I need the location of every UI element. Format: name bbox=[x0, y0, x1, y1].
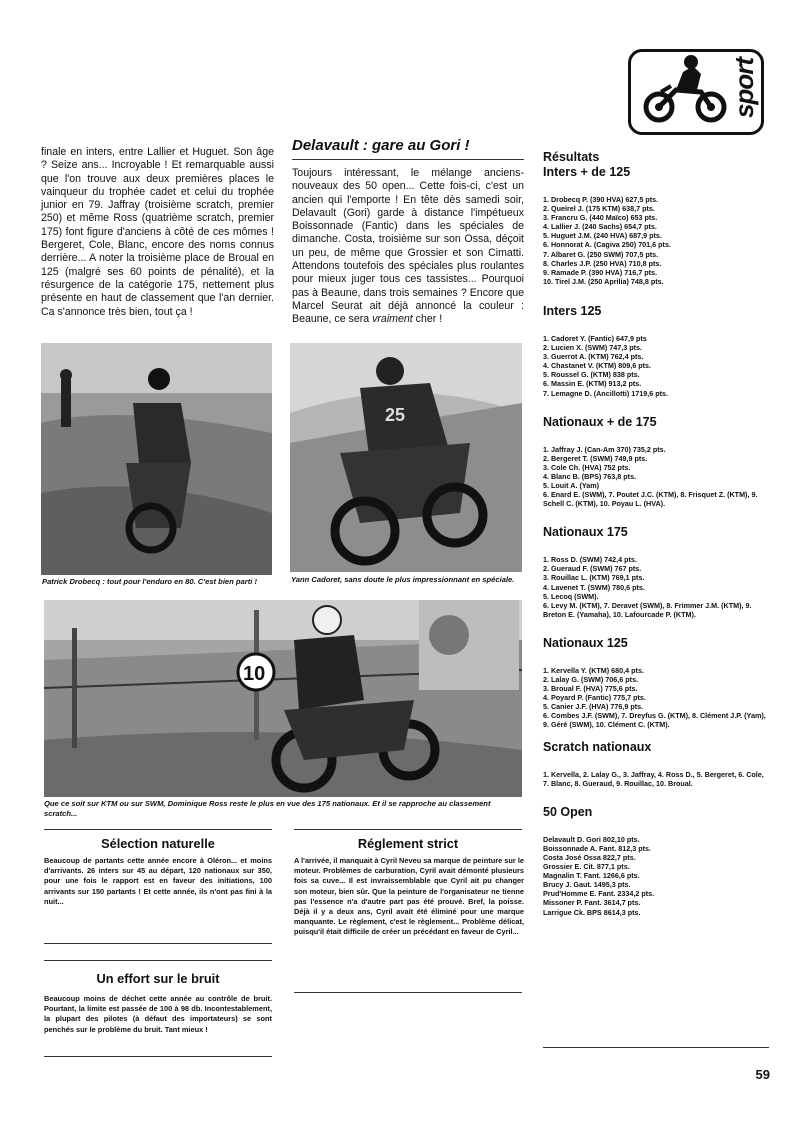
list-item: 1. Kervella Y. (KTM) 680,4 pts. bbox=[543, 665, 644, 675]
list-item: 2. Bergeret T. (SWM) 749,9 pts. bbox=[543, 453, 648, 463]
list-item: 6. Massin E. (KTM) 913,2 pts. bbox=[543, 379, 642, 389]
selection-title: Sélection naturelle bbox=[101, 836, 215, 851]
list-item: Grossier E. Cit. 877,1 pts. bbox=[543, 862, 630, 872]
reglement-bottom-rule bbox=[294, 992, 522, 993]
results-inters-plus-125-list bbox=[543, 195, 769, 286]
delavault-text-end: cher ! bbox=[412, 313, 443, 326]
results-scratch-text bbox=[543, 770, 769, 788]
delavault-title: Delavault : gare au Gori ! bbox=[292, 137, 470, 154]
results-column bbox=[543, 150, 769, 917]
list-item: 1. Ross D. (SWM) 742,4 pts. bbox=[543, 555, 637, 565]
list-item: 1. Jaffray J. (Can-Am 370) 735,2 pts. bbox=[543, 444, 666, 454]
results-50-open-list bbox=[543, 835, 769, 917]
list-item: 5. Canier J.F. (HVA) 776,9 pts. bbox=[543, 702, 644, 712]
list-item: 1. Cadoret Y. (Fantic) 647,9 pts bbox=[543, 333, 647, 343]
list-item: Larrigue Ck. BPS 8614,3 pts. bbox=[543, 907, 641, 917]
list-item: 1. Drobecq P. (390 HVA) 627,5 pts. bbox=[543, 195, 659, 204]
list-item: Missoner P. Fant. 3614,7 pts. bbox=[543, 898, 641, 908]
intro-column-text: finale en inters, entre Lallier et Huguet. Son âge ? Seize ans... Incroyable ! Et remarquable aussi que l'on trouve aux deux premières places le vainqueur du trophée cadet et celui du trophée junior en 79. Jaffray (troisième scratch, premier 250) et même Ross (quatrième scratch, premier 175) font figure d'anciens à côté de ces mômes ! Bergeret, Cole, Blanc, encore des noms connus derrière... A noter la troisième place de Broual en 125 (malgré ses 60 points de pénalité), et la résurgence de la catégorie 175, nettement plus présente en haut de classement que l'an dernier. Ca s'annonce très bien, tout ça ! bbox=[41, 146, 274, 318]
sport-logo bbox=[628, 49, 764, 135]
list-item: 3. Cole Ch. (HVA) 752 pts. bbox=[543, 462, 631, 472]
list-item: 6. Enard E. (SWM), 7. Poutet J.C. (KTM), 8. Frisquet Z. (KTM), 9. Schell C. (KTM), 10. Poyau L. (HVA). bbox=[543, 490, 758, 509]
results-50-open-title: 50 Open bbox=[543, 804, 593, 819]
list-item: 6. Levy M. (KTM), 7. Deravet (SWM), 8. Frimmer J.M. (KTM), 9. Breton E. (Yamaha), 10. Lafourcade P. (KTM). bbox=[543, 600, 752, 619]
photo-ross bbox=[44, 600, 522, 797]
list-item: 4. Lallier J. (240 Sachs) 654,7 pts. bbox=[543, 222, 657, 232]
results-scratch-title: Scratch nationaux bbox=[543, 739, 652, 754]
list-item: 2. Queirel J. (175 KTM) 638,7 pts. bbox=[543, 204, 655, 214]
list-item: Delavault D. Gori 802,10 pts. bbox=[543, 834, 640, 844]
list-item: 5. Huguet J.M. (240 HVA) 687,9 pts. bbox=[543, 231, 662, 241]
list-item: 5. Lecoq (SWM). bbox=[543, 591, 599, 601]
caption-drobecq: Patrick Drobecq : tout pour l'enduro en 80. C'est bien parti ! bbox=[42, 577, 257, 586]
selection-bottom-rule bbox=[44, 943, 272, 944]
selection-top-rule bbox=[44, 829, 272, 830]
results-nationaux-125-title: Nationaux 125 bbox=[543, 635, 628, 650]
reglement-text: A l'arrivée, il manquait à Cyril Neveu sa marque de peinture sur le moteur. Problèmes de carburation, Cyril avait démonté plusieurs fois sa cuve... Il est invraissemblable que Cyril ait pu changer son moteur, bien sûr. Que la peinture de l'organisateur ne tienne pas l'essence n'a d'autre part pas été prouvé. Bref, la poisse. Déjà il y a deux ans, Cyril avait été éliminé pour une marque manquante. Le règlement, c'est le règlement... Problème délicat, puisqu'il était difficile de créer un précédant en faveur de Cyril... bbox=[294, 856, 524, 937]
list-item: 3. Broual F. (HVA) 775,6 pts. bbox=[543, 684, 638, 694]
delavault-text bbox=[292, 167, 524, 327]
photo-cadoret-number: 25 bbox=[385, 405, 406, 425]
caption-cadoret: Yann Cadoret, sans doute le plus impressionnant en spéciale. bbox=[291, 575, 515, 584]
list-item: Costa José Ossa 822,7 pts. bbox=[543, 852, 636, 862]
bruit-bottom-rule bbox=[44, 1056, 272, 1057]
list-item: 9. Ramade P. (390 HVA) 716,7 pts. bbox=[543, 267, 657, 277]
delavault-text-body: Toujours intéressant, le mélange anciens-nouveaux des 50 open... Cette fois-ci, c'est un ancien qui l'emporte ! En tête dès samedi soir, Delavault (Gori) garde à distance l'impétueux Boissonnade (Fantic) dans les spéciales de dimanche. Costa, troisième sur son Ossa, déçoit un peu, de même que Grossier et son Cimatti. Attendons toutefois des spéciales plus roulantes pour mieux juger tous ces tassistes... Pourquoi pas à Beaune, dans trois semaines ? Encore que Marcel Seurat ait déjà annoncé la couleur : Beaune, ce sera bbox=[292, 167, 524, 326]
page-number: 59 bbox=[755, 1067, 770, 1082]
photo-drobecq bbox=[41, 343, 272, 575]
logo-text: sport bbox=[729, 58, 759, 118]
list-item: 1. Kervella, 2. Lalay G., 3. Jaffray, 4. Ross D., 5. Bergeret, 6. Cole, 7. Blanc, 8. Gueraud, 9. Rouillac, 10. Broual. bbox=[543, 769, 764, 788]
list-item: 7. Lemagne D. (Ancillotti) 1719,6 pts. bbox=[543, 388, 669, 398]
delavault-title-rule bbox=[292, 159, 524, 160]
list-item: 10. Tirel J.M. (250 Aprilia) 748,8 pts. bbox=[543, 276, 664, 286]
delavault-text-em: vraiment bbox=[372, 313, 413, 326]
results-nationaux-175-title: Nationaux 175 bbox=[543, 525, 628, 540]
reglement-top-rule bbox=[294, 829, 522, 830]
list-item: 2. Lucien X. (SWM) 747,3 pts. bbox=[543, 343, 643, 353]
list-item: 4. Blanc B. (BPS) 763,8 pts. bbox=[543, 471, 637, 481]
list-item: 3. Rouillac L. (KTM) 769,1 pts. bbox=[543, 573, 645, 583]
list-item: 3. Guerrot A. (KTM) 762,4 pts. bbox=[543, 352, 644, 362]
selection-text: Beaucoup de partants cette année encore à Oléron... et moins d'arrivants. 26 inters sur 45 au départ, 120 nationaux sur 350, pour une fois le rapport est en faveur des initiations, 100 arrivants sur 150 partants ! Et cette année, ils n'ont pas fini à la nuit... bbox=[44, 856, 272, 906]
results-main-title: Résultats bbox=[543, 150, 600, 164]
list-item: Boissonnade A. Fant. 812,3 pts. bbox=[543, 843, 651, 853]
photo-ross-number: 10 bbox=[243, 663, 266, 685]
list-item: 5. Roussel G. (KTM) 838 pts. bbox=[543, 370, 640, 380]
list-item: Prud'Homme E. Fant. 2334,2 pts. bbox=[543, 889, 655, 899]
list-item: Magnalin T. Fant. 1266,6 pts. bbox=[543, 871, 640, 881]
list-item: 8. Charles J.P. (250 HVA) 710,8 pts. bbox=[543, 258, 662, 268]
list-item: 2. Lalay G. (SWM) 706,6 pts. bbox=[543, 675, 639, 684]
results-inters-125-title: Inters 125 bbox=[543, 303, 602, 318]
list-item: 6. Honnorat A. (Cagiva 250) 701,6 pts. bbox=[543, 240, 671, 250]
results-inters-plus-125-title: Inters + de 125 bbox=[543, 165, 631, 179]
bruit-top-rule bbox=[44, 960, 272, 961]
results-inters-125-list bbox=[543, 334, 769, 398]
reglement-title: Réglement strict bbox=[357, 836, 459, 851]
list-item: 4. Poyard P. (Fantic) 775,7 pts. bbox=[543, 693, 646, 703]
results-nationaux-plus-175-list bbox=[543, 445, 769, 509]
list-item: 5. Louit A. (Yam) bbox=[543, 480, 600, 490]
results-bottom-rule bbox=[543, 1047, 769, 1048]
bruit-title: Un effort sur le bruit bbox=[96, 971, 220, 986]
list-item: 4. Chastanet V. (KTM) 809,6 pts. bbox=[543, 361, 651, 371]
results-nationaux-125-list bbox=[543, 666, 769, 730]
photo-cadoret bbox=[290, 343, 522, 572]
bruit-text: Beaucoup moins de déchet cette année au contrôle de bruit. Pourtant, la limite est passée de 100 à 98 db. Incontestablement, la plupart des pilotes (à défaut des importateurs) se sont penchés sur le problème du bruit. Tant mieux ! bbox=[44, 994, 272, 1034]
list-item: 6. Combes J.F. (SWM), 7. Dreyfus G. (KTM), 8. Clément J.P. (Yam), 9. Géré (SWM), 10. Clément C. (KTM). bbox=[543, 711, 766, 730]
list-item: Brucy J. Gaut. 1495,3 pts. bbox=[543, 880, 631, 890]
caption-ross: Que ce soit sur KTM ou sur SWM, Dominique Ross reste le plus en vue des 175 nationaux. Et il se rapproche au classement scratch... bbox=[44, 799, 491, 818]
list-item: 3. Francru G. (440 Maïco) 653 pts. bbox=[543, 213, 658, 223]
list-item: 7. Albaret G. (250 SWM) 707,5 pts. bbox=[543, 249, 659, 259]
results-nationaux-plus-175-title: Nationaux + de 175 bbox=[543, 414, 657, 429]
results-nationaux-175-list bbox=[543, 555, 769, 619]
list-item: 2. Gueraud F. (SWM) 767 pts. bbox=[543, 564, 642, 574]
list-item: 4. Lavenet T. (SWM) 780,6 pts. bbox=[543, 582, 645, 592]
